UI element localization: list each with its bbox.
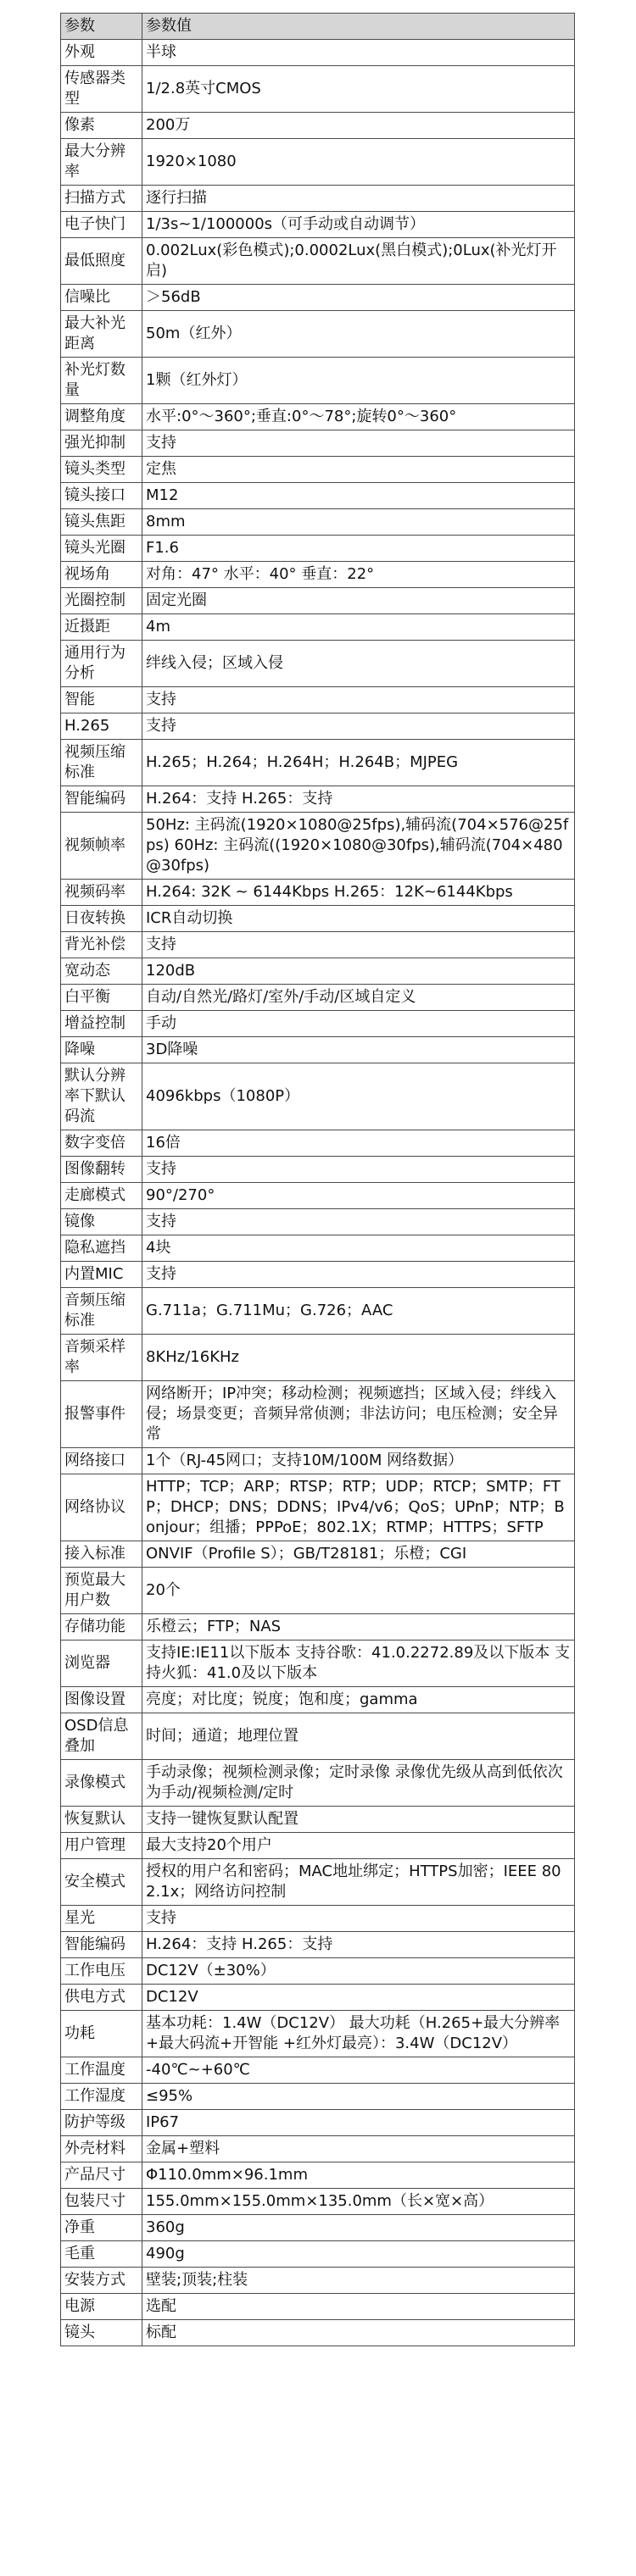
param-value-cell: 4096kbps（1080P） bbox=[142, 1063, 575, 1130]
param-name-cell: 外观 bbox=[61, 40, 142, 66]
table-row bbox=[61, 958, 575, 985]
param-name-cell: 扫描方式 bbox=[61, 186, 142, 212]
table-row bbox=[61, 1906, 575, 1932]
table-row bbox=[61, 906, 575, 932]
table-row bbox=[61, 1713, 575, 1760]
param-value-cell: 4块 bbox=[142, 1235, 575, 1262]
table-row bbox=[61, 430, 575, 457]
table-header-row bbox=[61, 14, 575, 40]
table-row bbox=[61, 1235, 575, 1262]
param-value-cell: 支持 bbox=[142, 713, 575, 740]
table-row bbox=[61, 1932, 575, 1958]
param-value-cell: 50m（红外） bbox=[142, 311, 575, 358]
table-row bbox=[61, 285, 575, 311]
table-row bbox=[61, 358, 575, 404]
param-name-cell: 网络协议 bbox=[61, 1474, 142, 1541]
param-value-cell: 200万 bbox=[142, 113, 575, 139]
table-row bbox=[61, 1262, 575, 1288]
param-value-cell: G.711a；G.711Mu；G.726；AAC bbox=[142, 1288, 575, 1335]
param-value-cell: IP67 bbox=[142, 2110, 575, 2136]
param-value-cell: 0.002Lux(彩色模式);0.0002Lux(黑白模式);0Lux(补光灯开启) bbox=[142, 238, 575, 285]
param-name-cell: 白平衡 bbox=[61, 985, 142, 1011]
param-name-cell: 浏览器 bbox=[61, 1641, 142, 1687]
param-value-cell: ＞56dB bbox=[142, 285, 575, 311]
param-name-cell: 图像设置 bbox=[61, 1687, 142, 1713]
param-name-cell: 报警事件 bbox=[61, 1381, 142, 1448]
param-value-cell: 支持 bbox=[142, 430, 575, 457]
param-name-cell: 镜头焦距 bbox=[61, 509, 142, 536]
table-row bbox=[61, 2320, 575, 2346]
param-name-cell: 镜像 bbox=[61, 1209, 142, 1235]
table-row bbox=[61, 212, 575, 238]
param-value-cell: 金属+塑料 bbox=[142, 2136, 575, 2162]
table-row bbox=[61, 1037, 575, 1063]
param-name-cell: 像素 bbox=[61, 113, 142, 139]
param-name-cell: 安全模式 bbox=[61, 1859, 142, 1906]
param-value-cell: 半球 bbox=[142, 40, 575, 66]
param-name-cell: 强光抑制 bbox=[61, 430, 142, 457]
param-value-cell: 标配 bbox=[142, 2320, 575, 2346]
table-row bbox=[61, 1985, 575, 2011]
table-row bbox=[61, 1157, 575, 1183]
table-row bbox=[61, 614, 575, 641]
param-value-cell: 支持IE:IE11以下版本 支持谷歌：41.0.2272.89及以下版本 支持火狐：41.0及以下版本 bbox=[142, 1641, 575, 1687]
param-value-cell: 120dB bbox=[142, 958, 575, 985]
table-row bbox=[61, 1183, 575, 1209]
param-name-cell: OSD信息叠加 bbox=[61, 1713, 142, 1760]
table-row bbox=[61, 2136, 575, 2162]
param-name-cell: 星光 bbox=[61, 1906, 142, 1932]
param-value-cell: 16倍 bbox=[142, 1130, 575, 1157]
param-name-cell: 功耗 bbox=[61, 2011, 142, 2057]
param-value-cell: 90°/270° bbox=[142, 1183, 575, 1209]
spec-table bbox=[60, 13, 575, 2346]
param-value-cell: 8mm bbox=[142, 509, 575, 536]
param-name-cell: 智能 bbox=[61, 687, 142, 713]
table-row bbox=[61, 139, 575, 186]
param-value-cell: 3D降噪 bbox=[142, 1037, 575, 1063]
table-row bbox=[61, 1448, 575, 1474]
param-name-cell: 用户管理 bbox=[61, 1833, 142, 1859]
param-value-cell: 20个 bbox=[142, 1568, 575, 1614]
table-row bbox=[61, 1760, 575, 1807]
table-row bbox=[61, 2189, 575, 2215]
param-value-cell: 360g bbox=[142, 2215, 575, 2241]
param-value-cell: 支持 bbox=[142, 1209, 575, 1235]
param-value-cell: HTTP；TCP；ARP；RTSP；RTP；UDP；RTCP；SMTP；FTP；DHCP；DNS；DDNS；IPv4/v6；QoS；UPnP；NTP；Bonjour；组播；PPPoE；802.1X；RTMP；HTTPS；SFTP bbox=[142, 1474, 575, 1541]
table-row bbox=[61, 1474, 575, 1541]
param-value-cell: 155.0mm×155.0mm×135.0mm（长×宽×高） bbox=[142, 2189, 575, 2215]
param-name-cell: 外壳材料 bbox=[61, 2136, 142, 2162]
param-value-cell: 网络断开；IP冲突；移动检测；视频遮挡；区域入侵；绊线入侵；场景变更；音频异常侦测；非法访问；电压检测；安全异常 bbox=[142, 1381, 575, 1448]
param-name-cell: 音频压缩标准 bbox=[61, 1288, 142, 1335]
param-value-cell: 1/3s~1/100000s（可手动或自动调节） bbox=[142, 212, 575, 238]
table-row bbox=[61, 509, 575, 536]
table-row bbox=[61, 1687, 575, 1713]
table-row bbox=[61, 238, 575, 285]
param-value-cell: DC12V bbox=[142, 1985, 575, 2011]
table-row bbox=[61, 1335, 575, 1381]
param-name-cell: 通用行为分析 bbox=[61, 641, 142, 687]
table-row bbox=[61, 536, 575, 562]
param-name-cell: 存储功能 bbox=[61, 1614, 142, 1641]
param-name-cell: 传感器类型 bbox=[61, 66, 142, 113]
param-value-cell: H.264：支持 H.265：支持 bbox=[142, 786, 575, 813]
param-name-cell: 数字变倍 bbox=[61, 1130, 142, 1157]
param-value-cell: 支持 bbox=[142, 1262, 575, 1288]
table-row bbox=[61, 66, 575, 113]
param-value-cell: H.264：支持 H.265：支持 bbox=[142, 1932, 575, 1958]
table-row bbox=[61, 1063, 575, 1130]
table-row bbox=[61, 1209, 575, 1235]
param-name-cell: 最大分辨率 bbox=[61, 139, 142, 186]
param-name-cell: 降噪 bbox=[61, 1037, 142, 1063]
param-value-cell: 手动录像；视频检测录像；定时录像 录像优先级从高到低依次为手动/视频检测/定时 bbox=[142, 1760, 575, 1807]
param-name-cell: 预览最大用户数 bbox=[61, 1568, 142, 1614]
param-value-cell: 8KHz/16KHz bbox=[142, 1335, 575, 1381]
param-name-cell: 补光灯数量 bbox=[61, 358, 142, 404]
table-row bbox=[61, 588, 575, 614]
table-row bbox=[61, 2084, 575, 2110]
table-row bbox=[61, 932, 575, 958]
table-row bbox=[61, 2215, 575, 2241]
param-name-cell: 工作温度 bbox=[61, 2057, 142, 2084]
param-value-cell: 1/2.8英寸CMOS bbox=[142, 66, 575, 113]
param-name-cell: 镜头光圈 bbox=[61, 536, 142, 562]
param-value-cell: 水平:0°～360°;垂直:0°～78°;旋转0°～360° bbox=[142, 404, 575, 430]
param-value-cell: Φ110.0mm×96.1mm bbox=[142, 2162, 575, 2189]
param-name-cell: 默认分辨率下默认码流 bbox=[61, 1063, 142, 1130]
param-name-cell: 宽动态 bbox=[61, 958, 142, 985]
param-value-cell: 1颗（红外灯） bbox=[142, 358, 575, 404]
param-value-cell: 对角：47° 水平：40° 垂直：22° bbox=[142, 562, 575, 588]
table-row bbox=[61, 2268, 575, 2294]
param-value-cell: -40℃~+60℃ bbox=[142, 2057, 575, 2084]
param-name-cell: 净重 bbox=[61, 2215, 142, 2241]
table-row bbox=[61, 2294, 575, 2320]
param-value-cell: 固定光圈 bbox=[142, 588, 575, 614]
param-value-cell: H.264: 32K ~ 6144Kbps H.265：12K~6144Kbps bbox=[142, 880, 575, 906]
param-name-cell: 最低照度 bbox=[61, 238, 142, 285]
param-name-cell: 隐私遮挡 bbox=[61, 1235, 142, 1262]
table-row bbox=[61, 1641, 575, 1687]
param-name-cell: 工作湿度 bbox=[61, 2084, 142, 2110]
param-value-cell: 支持 bbox=[142, 932, 575, 958]
param-value-cell: 定焦 bbox=[142, 457, 575, 483]
param-value-cell: 自动/自然光/路灯/室外/手动/区域自定义 bbox=[142, 985, 575, 1011]
param-name-cell: 电源 bbox=[61, 2294, 142, 2320]
table-row bbox=[61, 311, 575, 358]
param-name-cell: 镜头类型 bbox=[61, 457, 142, 483]
table-row bbox=[61, 641, 575, 687]
table-row bbox=[61, 1541, 575, 1568]
table-row bbox=[61, 2057, 575, 2084]
param-value-cell: 亮度；对比度；锐度；饱和度；gamma bbox=[142, 1687, 575, 1713]
param-name-cell: 产品尺寸 bbox=[61, 2162, 142, 2189]
param-name-cell: 背光补偿 bbox=[61, 932, 142, 958]
table-row bbox=[61, 985, 575, 1011]
param-value-cell: 逐行扫描 bbox=[142, 186, 575, 212]
table-row bbox=[61, 1288, 575, 1335]
param-name-cell: 恢复默认 bbox=[61, 1807, 142, 1833]
param-name-cell: 视频码率 bbox=[61, 880, 142, 906]
table-row bbox=[61, 562, 575, 588]
param-name-cell: 接入标准 bbox=[61, 1541, 142, 1568]
table-row bbox=[61, 1807, 575, 1833]
param-value-cell: 50Hz: 主码流(1920×1080@25fps),辅码流(704×576@25fps) 60Hz: 主码流((1920×1080@30fps),辅码流(704×480@30fps) bbox=[142, 813, 575, 880]
param-value-cell: F1.6 bbox=[142, 536, 575, 562]
table-row bbox=[61, 1568, 575, 1614]
param-name-cell: 音频采样率 bbox=[61, 1335, 142, 1381]
param-value-cell: 4m bbox=[142, 614, 575, 641]
param-name-cell: 信噪比 bbox=[61, 285, 142, 311]
table-row bbox=[61, 457, 575, 483]
param-value-cell: 1个（RJ-45网口；支持10M/100M 网络数据） bbox=[142, 1448, 575, 1474]
param-name-cell: 智能编码 bbox=[61, 786, 142, 813]
param-value-cell: 授权的用户名和密码；MAC地址绑定；HTTPS加密；IEEE 802.1x；网络访问控制 bbox=[142, 1859, 575, 1906]
param-value-cell: 1920×1080 bbox=[142, 139, 575, 186]
param-value-cell: ≤95% bbox=[142, 2084, 575, 2110]
param-name-cell: 电子快门 bbox=[61, 212, 142, 238]
param-name-cell: 毛重 bbox=[61, 2241, 142, 2268]
param-name-cell: 调整角度 bbox=[61, 404, 142, 430]
param-name-cell: 包装尺寸 bbox=[61, 2189, 142, 2215]
header-name-cell: 参数 bbox=[61, 14, 142, 40]
param-value-cell: M12 bbox=[142, 483, 575, 509]
param-value-cell: 支持 bbox=[142, 687, 575, 713]
spec-table-body bbox=[61, 14, 575, 2346]
param-name-cell: 内置MIC bbox=[61, 1262, 142, 1288]
table-row bbox=[61, 1859, 575, 1906]
param-name-cell: 镜头 bbox=[61, 2320, 142, 2346]
param-value-cell: 支持一键恢复默认配置 bbox=[142, 1807, 575, 1833]
param-value-cell: 乐橙云；FTP；NAS bbox=[142, 1614, 575, 1641]
param-value-cell: H.265；H.264；H.264H；H.264B；MJPEG bbox=[142, 740, 575, 786]
table-row bbox=[61, 2162, 575, 2189]
param-name-cell: 视频压缩标准 bbox=[61, 740, 142, 786]
table-row bbox=[61, 1614, 575, 1641]
table-row bbox=[61, 880, 575, 906]
param-name-cell: 防护等级 bbox=[61, 2110, 142, 2136]
param-name-cell: 供电方式 bbox=[61, 1985, 142, 2011]
table-row bbox=[61, 186, 575, 212]
param-value-cell: 绊线入侵；区域入侵 bbox=[142, 641, 575, 687]
table-row bbox=[61, 483, 575, 509]
table-row bbox=[61, 2011, 575, 2057]
param-value-cell: 时间；通道；地理位置 bbox=[142, 1713, 575, 1760]
param-name-cell: 视场角 bbox=[61, 562, 142, 588]
table-row bbox=[61, 1130, 575, 1157]
table-row bbox=[61, 786, 575, 813]
table-row bbox=[61, 1833, 575, 1859]
param-value-cell: 选配 bbox=[142, 2294, 575, 2320]
param-name-cell: 增益控制 bbox=[61, 1011, 142, 1037]
table-row bbox=[61, 2110, 575, 2136]
table-row bbox=[61, 404, 575, 430]
param-name-cell: 走廊模式 bbox=[61, 1183, 142, 1209]
param-name-cell: 镜头接口 bbox=[61, 483, 142, 509]
table-row bbox=[61, 1381, 575, 1448]
table-row bbox=[61, 40, 575, 66]
param-value-cell: 壁装;顶装;柱装 bbox=[142, 2268, 575, 2294]
header-value-cell: 参数值 bbox=[142, 14, 575, 40]
table-row bbox=[61, 713, 575, 740]
param-value-cell: ONVIF（Profile S）；GB/T28181；乐橙；CGI bbox=[142, 1541, 575, 1568]
table-row bbox=[61, 687, 575, 713]
param-value-cell: 最大支持20个用户 bbox=[142, 1833, 575, 1859]
param-name-cell: 图像翻转 bbox=[61, 1157, 142, 1183]
param-value-cell: 手动 bbox=[142, 1011, 575, 1037]
param-name-cell: 光圈控制 bbox=[61, 588, 142, 614]
param-name-cell: 工作电压 bbox=[61, 1958, 142, 1985]
param-name-cell: H.265 bbox=[61, 713, 142, 740]
param-value-cell: 支持 bbox=[142, 1157, 575, 1183]
table-row bbox=[61, 2241, 575, 2268]
param-value-cell: 基本功耗：1.4W（DC12V） 最大功耗（H.265+最大分辨率+最大码流+开智能 +红外灯最亮）：3.4W（DC12V） bbox=[142, 2011, 575, 2057]
table-row bbox=[61, 813, 575, 880]
param-name-cell: 网络接口 bbox=[61, 1448, 142, 1474]
param-name-cell: 日夜转换 bbox=[61, 906, 142, 932]
table-row bbox=[61, 740, 575, 786]
param-value-cell: 支持 bbox=[142, 1906, 575, 1932]
param-name-cell: 智能编码 bbox=[61, 1932, 142, 1958]
param-name-cell: 录像模式 bbox=[61, 1760, 142, 1807]
table-row bbox=[61, 1011, 575, 1037]
param-name-cell: 视频帧率 bbox=[61, 813, 142, 880]
param-value-cell: ICR自动切换 bbox=[142, 906, 575, 932]
table-row bbox=[61, 1958, 575, 1985]
table-row bbox=[61, 113, 575, 139]
param-value-cell: DC12V（±30%） bbox=[142, 1958, 575, 1985]
param-value-cell: 490g bbox=[142, 2241, 575, 2268]
param-name-cell: 安装方式 bbox=[61, 2268, 142, 2294]
param-name-cell: 最大补光距离 bbox=[61, 311, 142, 358]
param-name-cell: 近摄距 bbox=[61, 614, 142, 641]
